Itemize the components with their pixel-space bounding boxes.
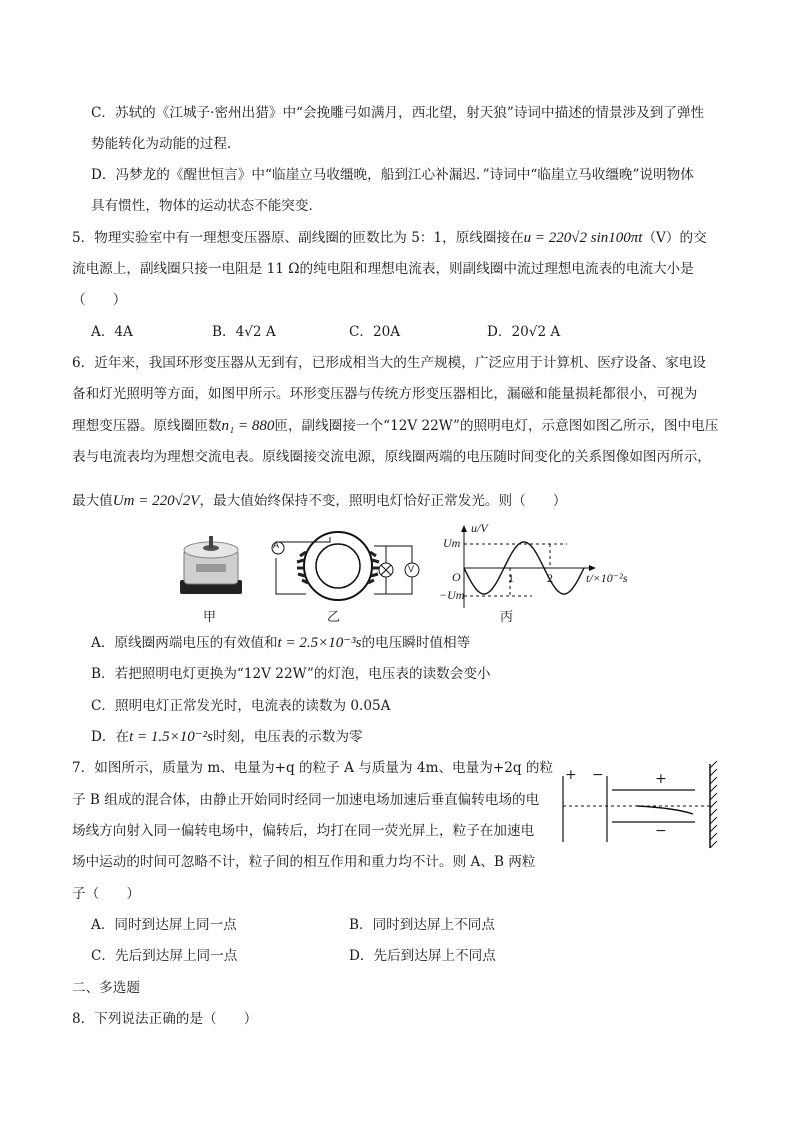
- q7-option-c: C．先后到达屏上同一点: [91, 948, 238, 964]
- plate-minus-sign: −: [655, 823, 667, 839]
- graph-origin-label: O: [452, 570, 461, 584]
- q4-option-d-line2: 具有惯性，物体的运动状态不能突变．: [91, 198, 323, 214]
- q4-option-d-line1: D．冯梦龙的《醒世恒言》中“临崖立马收缰晚，船到江心补漏迟．”诗词中“临崖立马收缰晚”说明物体: [91, 167, 694, 183]
- graph-y-label: u/V: [471, 521, 488, 535]
- deflection-field-diagram: [555, 760, 725, 850]
- q5-option-b: B．4√2 A: [212, 324, 276, 340]
- q6-option-a: A．原线圈两端电压的有效值和t = 2.5×10⁻³s的电压瞬时值相等: [91, 635, 471, 651]
- ammeter-label: A: [273, 540, 280, 550]
- q7-option-b: B．同时到达屏上不同点: [349, 917, 495, 933]
- q7-line4: 场中运动的时间可忽略不计，粒子间的相互作用和重力均不计。则 A、B 两粒: [72, 854, 536, 870]
- q5-formula: u = 220√2 sin100πt: [523, 230, 643, 246]
- q7-line3: 场线方向射入同一偏转电场中，偏转后，均打在同一荧光屏上，粒子在加速电: [72, 823, 535, 839]
- caption-yi: 乙: [327, 610, 341, 625]
- q6-line4: 表与电流表均为理想交流电表。原线圈接交流电源，原线圈两端的电压随时间变化的关系图像如图丙所示，: [72, 449, 711, 465]
- q8-stem: 8．下列说法正确的是（ ）: [72, 1011, 258, 1027]
- caption-jia: 甲: [203, 610, 217, 625]
- q6-option-b: B．若把照明电灯更换为“12V 22W”的灯泡，电压表的读数会变小: [91, 666, 491, 682]
- graph-tick-2: 2: [547, 571, 553, 585]
- q6-option-c: C．照明电灯正常发光时，电流表的读数为 0.05A: [91, 698, 391, 714]
- q5-option-a: A．4A: [91, 324, 133, 340]
- toroidal-transformer-photo: [176, 528, 246, 602]
- graph-x-label: t/×10⁻²s: [586, 571, 628, 585]
- q5-line3: （ ）: [72, 292, 127, 308]
- q4-option-c-line2: 势能转化为动能的过程．: [91, 136, 241, 152]
- q6-line1: 6．近年来，我国环形变压器从无到有，已形成相当大的生产规模，广泛应用于计算机、医疗设备、家电设: [72, 355, 706, 371]
- q6-option-d: D．在t = 1.5×10⁻²s时刻，电压表的示数为零: [91, 729, 363, 745]
- q7-line1: 7．如图所示，质量为 m、电量为+q 的粒子 A 与质量为 4m、电量为+2q 的粒: [72, 760, 554, 776]
- toroidal-transformer-circuit: [266, 528, 424, 608]
- q7-option-d: D．先后到达屏上不同点: [349, 948, 496, 964]
- q5-option-c: C．20A: [349, 324, 401, 340]
- q7-line2: 子 B 组成的混合体，由静止开始同时经同一加速电场加速后垂直偏转电场的电: [72, 792, 540, 808]
- q5-option-d: D．20√2 A: [487, 324, 561, 340]
- q4-option-c-line1: C．苏轼的《江城子·密州出猎》中“会挽雕弓如满月，西北望，射天狼”诗词中描述的情景涉及到了弹性: [91, 105, 705, 121]
- plate-plus-sign: +: [655, 771, 667, 787]
- accel-plus-sign: +: [565, 767, 577, 783]
- voltmeter-label: V: [408, 564, 415, 574]
- q5-line1: 5．物理实验室中有一理想变压器原、副线圈的匝数比为 5：1，原线圈接在u = 220√2 sin100πt（V）的交: [72, 230, 707, 246]
- graph-neg-um-label: −Um: [439, 588, 465, 602]
- graph-um-label: Um: [443, 536, 461, 550]
- q5-line2: 流电源上，副线圈只接一电阻是 11 Ω的纯电阻和理想电流表，则副线圈中流过理想电流表的电流大小是: [72, 261, 694, 277]
- graph-tick-1: 1: [508, 571, 514, 585]
- q6-line3: 理想变压器。原线圈匝数n₁ = 880匝，副线圈接一个“12V 22W”的照明电灯，示意图如图乙所示，图中电压: [72, 418, 719, 434]
- q6-line5: 最大值Um = 220√2V，最大值始终保持不变，照明电灯恰好正常发光。则（ ）: [72, 493, 567, 509]
- q7-line5: 子（ ）: [72, 886, 140, 902]
- q7-option-a: A．同时到达屏上同一点: [91, 917, 237, 933]
- caption-bing: 丙: [500, 610, 514, 625]
- q6-line2: 备和灯光照明等方面，如图甲所示。环形变压器与传统方形变压器相比，漏磁和能量损耗都很小，可视为: [72, 386, 698, 402]
- section-heading-multiple-choice: 二、多选题: [72, 980, 140, 996]
- accel-minus-sign: −: [592, 767, 604, 783]
